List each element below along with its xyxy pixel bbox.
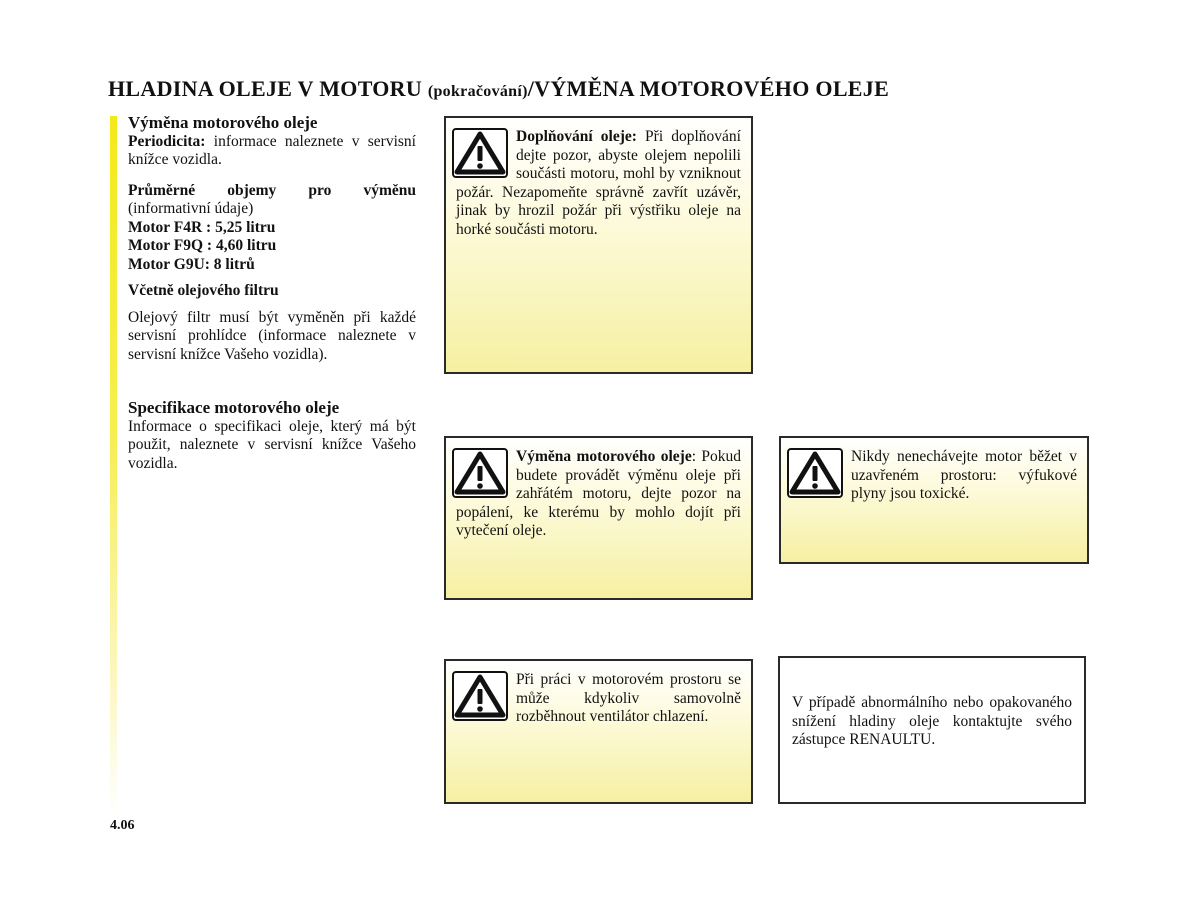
engine-volume-2: Motor F9Q : 4,60 litru — [128, 237, 277, 254]
warning-triangle-icon — [452, 128, 508, 178]
left-column — [128, 114, 416, 473]
filter-text: Olejový filtr musí být vyměněn při každé servisní prohlídce (informace naleznete v servisní knížce Vašeho vozidla). — [128, 308, 416, 363]
warning-box-fan — [444, 659, 753, 804]
page-title — [108, 76, 889, 102]
fan-text: Při práci v motorovém prostoru se může kdykoliv samovolně rozběhnout ventilátor chlazení. — [516, 671, 741, 725]
oil-spec-heading: Specifikace motorového oleje — [128, 398, 340, 417]
title-continuation: (pokračování) — [427, 83, 528, 100]
warning-triangle-icon — [787, 448, 843, 498]
periodicity-label: Periodicita: — [128, 132, 206, 150]
periodicity-paragraph — [128, 133, 416, 170]
engine-volume-1: Motor F4R : 5,25 litru — [128, 218, 276, 236]
info-box-abnormal-level — [778, 656, 1086, 804]
section-accent-bar — [110, 116, 117, 816]
change-text: : Pokud budete provádět výměnu oleje při zahřátém motoru, dejte pozor na popálení, ke kterému by mohlo dojít při vytečení oleje. — [456, 448, 741, 539]
warning-box-refill — [444, 116, 753, 374]
warning-box-hot-engine — [444, 436, 753, 600]
change-label: Výměna motorového oleje — [516, 448, 692, 465]
volumes-label: Průměrné objemy pro výměnu — [128, 181, 416, 199]
title-secondary: /VÝMĚNA MOTOROVÉHO OLEJE — [527, 76, 890, 101]
abnormal-level-text: V případě abnormálního nebo opakovaného snížení hladiny oleje kontaktujte svého zástupce RENAULTU. — [792, 694, 1072, 748]
warning-triangle-icon — [452, 671, 508, 721]
periodicity-text: informace naleznete v servisní knížce vozidla. — [128, 132, 416, 168]
volumes-paragraph — [128, 182, 416, 219]
volumes-note: (informativní údaje) — [128, 200, 254, 217]
warning-triangle-icon — [452, 448, 508, 498]
refill-label: Doplňování oleje: — [516, 128, 637, 145]
title-main: HLADINA OLEJE V MOTORU — [108, 76, 428, 101]
refill-text: Při doplňování dejte pozor, abyste olejem nepolili součásti motoru, mohl by vzniknout požár. Nezapomeňte správně zavřít uzávěr, jinak by hrozil požár při výstřiku oleje na horké součásti motoru. — [456, 128, 741, 238]
page-number: 4.06 — [110, 818, 135, 833]
warning-box-closed-space — [779, 436, 1089, 564]
oil-spec-text: Informace o specifikaci oleje, který má být použit, naleznete v servisní knížce Vašeho vozidla. — [128, 417, 416, 472]
engine-volume-3: Motor G9U: 8 litrů — [128, 255, 255, 273]
filter-label: Včetně olejového filtru — [128, 282, 279, 299]
closed-space-text: Nikdy nenechávejte motor běžet v uzavřeném prostoru: výfukové plyny jsou toxické. — [851, 448, 1077, 502]
oil-change-heading: Výměna motorového oleje — [128, 113, 318, 132]
